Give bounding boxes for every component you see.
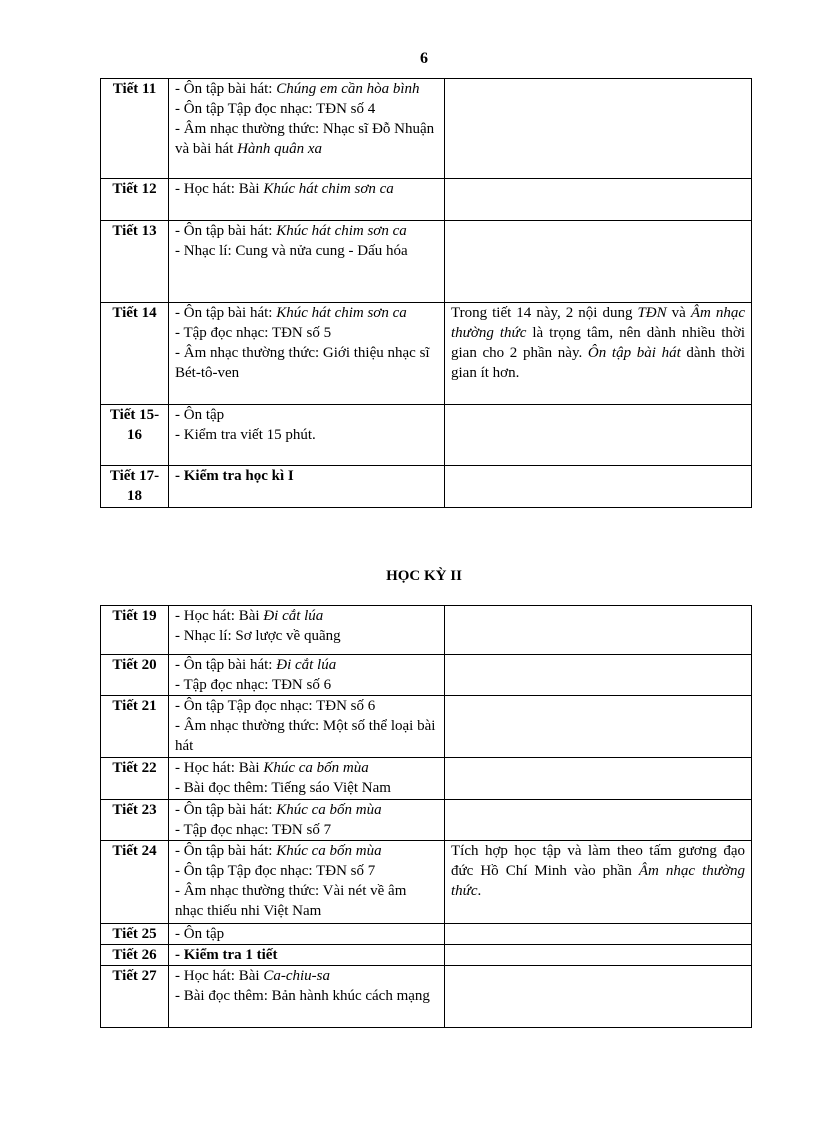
content-cell: [169, 966, 445, 1028]
period-cell: Tiết 25: [101, 924, 169, 945]
italic-text: Khúc ca bốn mùa: [276, 802, 382, 818]
note-cell: [445, 655, 752, 696]
note-cell: [445, 696, 752, 758]
content-line: [175, 343, 438, 383]
note-cell: [445, 800, 752, 841]
period-cell: Tiết 17-18: [101, 466, 169, 508]
content-line: [175, 800, 438, 820]
text-segment: và: [666, 305, 691, 321]
text-segment: - Học hát: Bài: [175, 608, 264, 624]
content-line: [175, 881, 438, 921]
text-segment: - Âm nhạc thường thức: Giới thiệu nhạc sĩ Bét-tô-ven: [175, 345, 430, 381]
content-cell: [169, 221, 445, 303]
text-segment: - Ôn tập bài hát:: [175, 223, 277, 239]
table-row: [101, 924, 752, 945]
period-cell: Tiết 19: [101, 606, 169, 655]
text-segment: - Nhạc lí: Sơ lược về quãng: [175, 628, 341, 644]
italic-text: Âm nhạc thường thức: [451, 305, 745, 341]
lesson-table-semester-2: [100, 605, 752, 1028]
italic-text: Ôn tập bài hát: [587, 345, 681, 361]
note-cell: [445, 966, 752, 1028]
content-line: [175, 861, 438, 881]
content-line: [175, 241, 438, 261]
content-line: [175, 323, 438, 343]
text-segment: Trong tiết 14 này, 2 nội dung: [451, 305, 638, 321]
text-segment: - Âm nhạc thường thức: Một số thể loại bài hát: [175, 718, 436, 754]
text-segment: .: [477, 883, 482, 899]
content-line: [175, 303, 438, 323]
text-segment: - Ôn tập Tập đọc nhạc: TĐN số 7: [175, 863, 376, 879]
note-cell: [445, 945, 752, 966]
table-row: [101, 179, 752, 221]
italic-text: Âm nhạc thường thức: [451, 863, 745, 899]
content-line: [175, 626, 438, 646]
text-segment: - Học hát: Bài: [175, 181, 264, 197]
text-segment: - Tập đọc nhạc: TĐN số 6: [175, 677, 332, 693]
table-row: [101, 966, 752, 1028]
period-cell: Tiết 20: [101, 655, 169, 696]
text-segment: - Ôn tập bài hát:: [175, 802, 277, 818]
bold-text: - Kiểm tra 1 tiết: [175, 947, 278, 963]
content-cell: [169, 606, 445, 655]
text-segment: - Ôn tập: [175, 407, 225, 423]
italic-text: Đi cắt lúa: [276, 657, 337, 673]
period-cell: Tiết 22: [101, 758, 169, 800]
italic-text: Khúc ca bốn mùa: [276, 843, 382, 859]
note-cell: [445, 179, 752, 221]
content-cell: [169, 466, 445, 508]
italic-text: Hành quân xa: [237, 141, 323, 157]
table-row: [101, 303, 752, 405]
content-line: [175, 986, 438, 1006]
period-cell: Tiết 12: [101, 179, 169, 221]
content-line: [175, 425, 438, 445]
text-segment: - Ôn tập bài hát:: [175, 305, 277, 321]
content-cell: [169, 79, 445, 179]
text-segment: - Âm nhạc thường thức: Vài nét về âm nhạc thiếu nhi Việt Nam: [175, 883, 407, 919]
period-cell: Tiết 27: [101, 966, 169, 1028]
period-cell: Tiết 24: [101, 841, 169, 924]
text-segment: - Bài đọc thêm: Tiếng sáo Việt Nam: [175, 780, 391, 796]
content-line: [175, 405, 438, 425]
text-segment: là trọng tâm, nên dành nhiều thời gian cho 2 phần này.: [451, 325, 745, 361]
table-row: [101, 841, 752, 924]
italic-text: TĐN: [637, 305, 667, 321]
note-cell: [445, 221, 752, 303]
italic-text: Khúc hát chim sơn ca: [276, 305, 407, 321]
period-cell: Tiết 26: [101, 945, 169, 966]
text-segment: - Bài đọc thêm: Bản hành khúc cách mạng: [175, 988, 430, 1004]
content-line: [175, 99, 438, 119]
text-segment: - Học hát: Bài: [175, 760, 264, 776]
period-cell: Tiết 11: [101, 79, 169, 179]
text-segment: - Tập đọc nhạc: TĐN số 7: [175, 822, 332, 838]
table-body: [101, 79, 752, 508]
content-line: [175, 655, 438, 675]
text-segment: - Tập đọc nhạc: TĐN số 5: [175, 325, 332, 341]
period-cell: Tiết 21: [101, 696, 169, 758]
note-cell: [445, 466, 752, 508]
table-body: [101, 606, 752, 1028]
italic-text: Chúng em cần hòa bình: [276, 81, 420, 97]
italic-text: Khúc hát chim sơn ca: [263, 181, 394, 197]
lesson-table-semester-1: [100, 78, 752, 508]
table-row: [101, 758, 752, 800]
period-cell: Tiết 14: [101, 303, 169, 405]
table-row: [101, 221, 752, 303]
content-cell: [169, 179, 445, 221]
note-cell: [445, 606, 752, 655]
italic-text: Khúc hát chim sơn ca: [276, 223, 407, 239]
content-cell: [169, 841, 445, 924]
content-line: [175, 924, 438, 944]
text-segment: - Kiểm tra viết 15 phút.: [175, 427, 316, 443]
content-line: [175, 716, 438, 756]
table-row: [101, 696, 752, 758]
period-cell: Tiết 23: [101, 800, 169, 841]
period-cell: Tiết 15-16: [101, 405, 169, 466]
content-line: [175, 758, 438, 778]
text-segment: - Nhạc lí: Cung và nửa cung - Dấu hóa: [175, 243, 408, 259]
note-cell: [445, 405, 752, 466]
note-cell: [445, 758, 752, 800]
table-row: [101, 405, 752, 466]
period-cell: Tiết 13: [101, 221, 169, 303]
content-line: [175, 675, 438, 695]
text-segment: dành thời gian ít hơn.: [451, 345, 745, 381]
bold-text: - Kiểm tra học kì I: [175, 468, 294, 484]
content-cell: [169, 758, 445, 800]
text-segment: - Âm nhạc thường thức: Nhạc sĩ Đỗ Nhuận và bài hát: [175, 121, 435, 157]
content-line: [175, 466, 438, 486]
content-cell: [169, 655, 445, 696]
content-line: [175, 820, 438, 840]
content-line: [175, 606, 438, 626]
content-line: [175, 841, 438, 861]
note-cell: [445, 79, 752, 179]
table-row: [101, 655, 752, 696]
table-row: [101, 466, 752, 508]
italic-text: Ca-chiu-sa: [263, 968, 330, 984]
content-line: [175, 696, 438, 716]
content-cell: [169, 405, 445, 466]
content-line: [175, 179, 438, 199]
note-cell: [445, 303, 752, 405]
text-segment: - Ôn tập bài hát:: [175, 657, 277, 673]
text-segment: - Ôn tập Tập đọc nhạc: TĐN số 6: [175, 698, 376, 714]
italic-text: Khúc ca bốn mùa: [263, 760, 369, 776]
note-cell: [445, 841, 752, 924]
italic-text: Đi cắt lúa: [263, 608, 324, 624]
content-cell: [169, 945, 445, 966]
text-segment: Tích hợp học tập và làm theo tấm gương đạo đức Hồ Chí Minh vào phần: [451, 843, 745, 879]
content-cell: [169, 924, 445, 945]
content-line: [175, 221, 438, 241]
content-cell: [169, 800, 445, 841]
content-cell: [169, 303, 445, 405]
text-segment: - Ôn tập bài hát:: [175, 843, 277, 859]
text-segment: - Học hát: Bài: [175, 968, 264, 984]
content-line: [175, 79, 438, 99]
content-line: [175, 966, 438, 986]
section-title-semester-2: HỌC KỲ II: [386, 568, 462, 584]
content-line: [175, 778, 438, 798]
content-line: [175, 945, 438, 965]
table-row: [101, 945, 752, 966]
table-row: [101, 79, 752, 179]
table-row: [101, 606, 752, 655]
note-cell: [445, 924, 752, 945]
content-cell: [169, 696, 445, 758]
text-segment: - Ôn tập Tập đọc nhạc: TĐN số 4: [175, 101, 376, 117]
table-row: [101, 800, 752, 841]
content-line: [175, 119, 438, 159]
text-segment: - Ôn tập bài hát:: [175, 81, 277, 97]
text-segment: - Ôn tập: [175, 926, 225, 942]
page-number: 6: [420, 50, 428, 67]
